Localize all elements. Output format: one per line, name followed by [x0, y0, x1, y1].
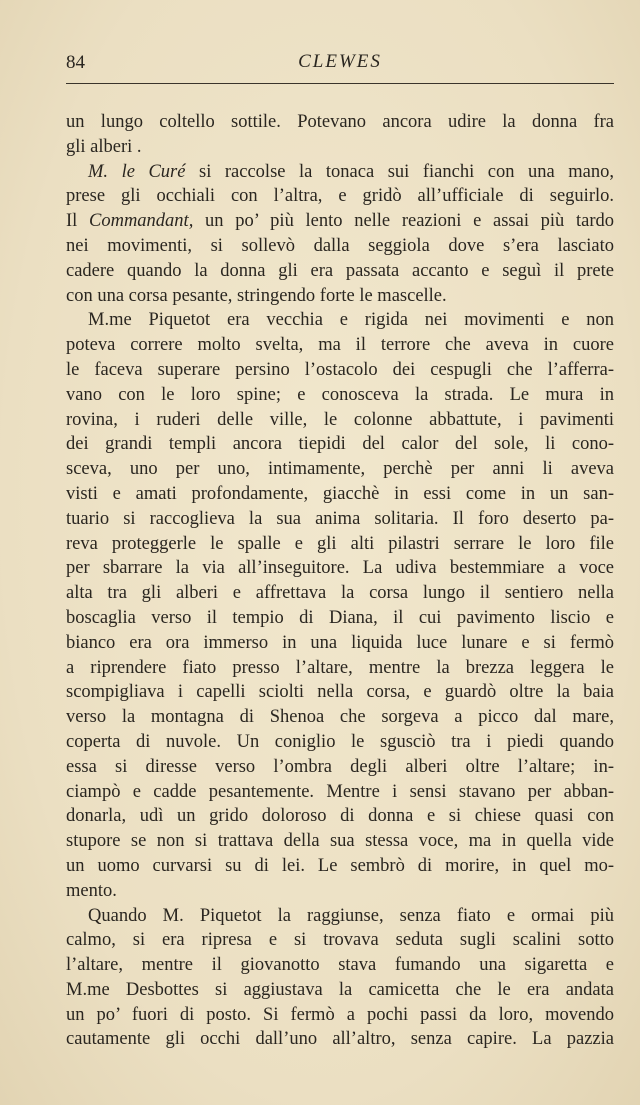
running-title: CLEWES [298, 51, 382, 72]
text-line: mento. [66, 880, 117, 901]
text-line: Quando M. Piquetot la raggiunse, senza fiato e ormai più [88, 905, 614, 926]
text-line: un uomo curvarsi su di lei. Le sembrò di morire, in quel mo- [66, 855, 614, 876]
text-line: visti e amati profondamente, giacchè in essi come in un san- [66, 483, 614, 504]
text-line: un lungo coltello sottile. Potevano ancora udire la donna fra [66, 112, 614, 132]
text-line: l’altare, mentre il giovanotto stava fumando una sigaretta e [66, 955, 614, 976]
text-line: per sbarrare la via all’inseguitore. La udiva bestemmiare a voce [66, 558, 614, 579]
text-line: alta tra gli alberi e affrettava la corsa lungo il sentiero nella [66, 583, 614, 604]
text-line: essa si diresse verso l’ombra degli alberi oltre l’altare; in- [66, 756, 614, 777]
text-line: bianco era ora immerso in una liquida luce lunare e si fermò [66, 632, 614, 653]
text-line: coperta di nuvole. Un coniglio le sgusciò tra i piedi quando [66, 731, 614, 752]
text-line: un po’ fuori di posto. Si fermò a pochi passi da loro, movendo [66, 1004, 614, 1025]
text-line: Il Commandant, un po’ più lento nelle reazioni e assai più tardo [66, 211, 614, 232]
text-line: reva proteggerle le spalle e gli alti pilastri serrare le loro file [66, 533, 614, 554]
text-line: sceva, uno per uno, intimamente, perchè per anni li aveva [66, 459, 614, 480]
page-header [66, 50, 614, 80]
text-line: cautamente gli occhi dall’uno all’altro, senza capire. La pazzia [66, 1029, 614, 1050]
text-line: gli alberi . [66, 136, 142, 157]
text-line: con una corsa pesante, stringendo forte le mascelle. [66, 285, 447, 306]
text-line: prese gli occhiali con l’altra, e gridò all’ufficiale di seguirlo. [66, 186, 614, 207]
text-line: poteva correre molto svelta, ma il terrore che aveva in cuore [66, 335, 614, 356]
header-rule [66, 83, 614, 84]
text-line: le faceva superare persino l’ostacolo dei cespugli che l’afferra- [66, 359, 614, 380]
text-line: donarla, udì un grido doloroso di donna e si chiese quasi con [66, 806, 614, 827]
text-line: dei grandi templi ancora tiepidi del calor del sole, li cono- [66, 434, 614, 455]
page-number: 84 [66, 52, 85, 73]
text-line: scompigliava i capelli sciolti nella corsa, e guardò oltre la baia [66, 682, 614, 703]
body-text [66, 110, 614, 1052]
text-line: verso la montagna di Shenoa che sorgeva a picco dal mare, [66, 707, 614, 728]
text-line: cadere quando la donna gli era passata accanto e seguì il prete [66, 260, 614, 281]
text-line: stupore se non si trattava della sua stessa voce, ma in quella vide [66, 831, 614, 852]
text-line: ciampò e cadde pesantemente. Mentre i sensi stavano per abban- [66, 781, 614, 802]
text-line: tuario si raccoglieva la sua anima solitaria. Il foro deserto pa- [66, 508, 614, 529]
text-line: boscaglia verso il tempio di Diana, il cui pavimento liscio e [66, 607, 614, 628]
text-line: nei movimenti, si sollevò dalla seggiola dove s’era lasciato [66, 235, 614, 256]
text-line: M. le Curé si raccolse la tonaca sui fianchi con una mano, [88, 161, 614, 182]
text-line: calmo, si era ripresa e si trovava seduta sugli scalini sotto [66, 930, 614, 951]
text-line: a riprendere fiato presso l’altare, mentre la brezza leggera le [66, 657, 614, 678]
text-line: M.me Desbottes si aggiustava la camicetta che le era andata [66, 979, 614, 1000]
text-line: rovina, i ruderi delle ville, le colonne abbattute, i pavimenti [66, 409, 614, 430]
text-line: vano con le loro spine; e conosceva la strada. Le mura in [66, 384, 614, 405]
text-line: M.me Piquetot era vecchia e rigida nei movimenti e non [88, 310, 614, 331]
